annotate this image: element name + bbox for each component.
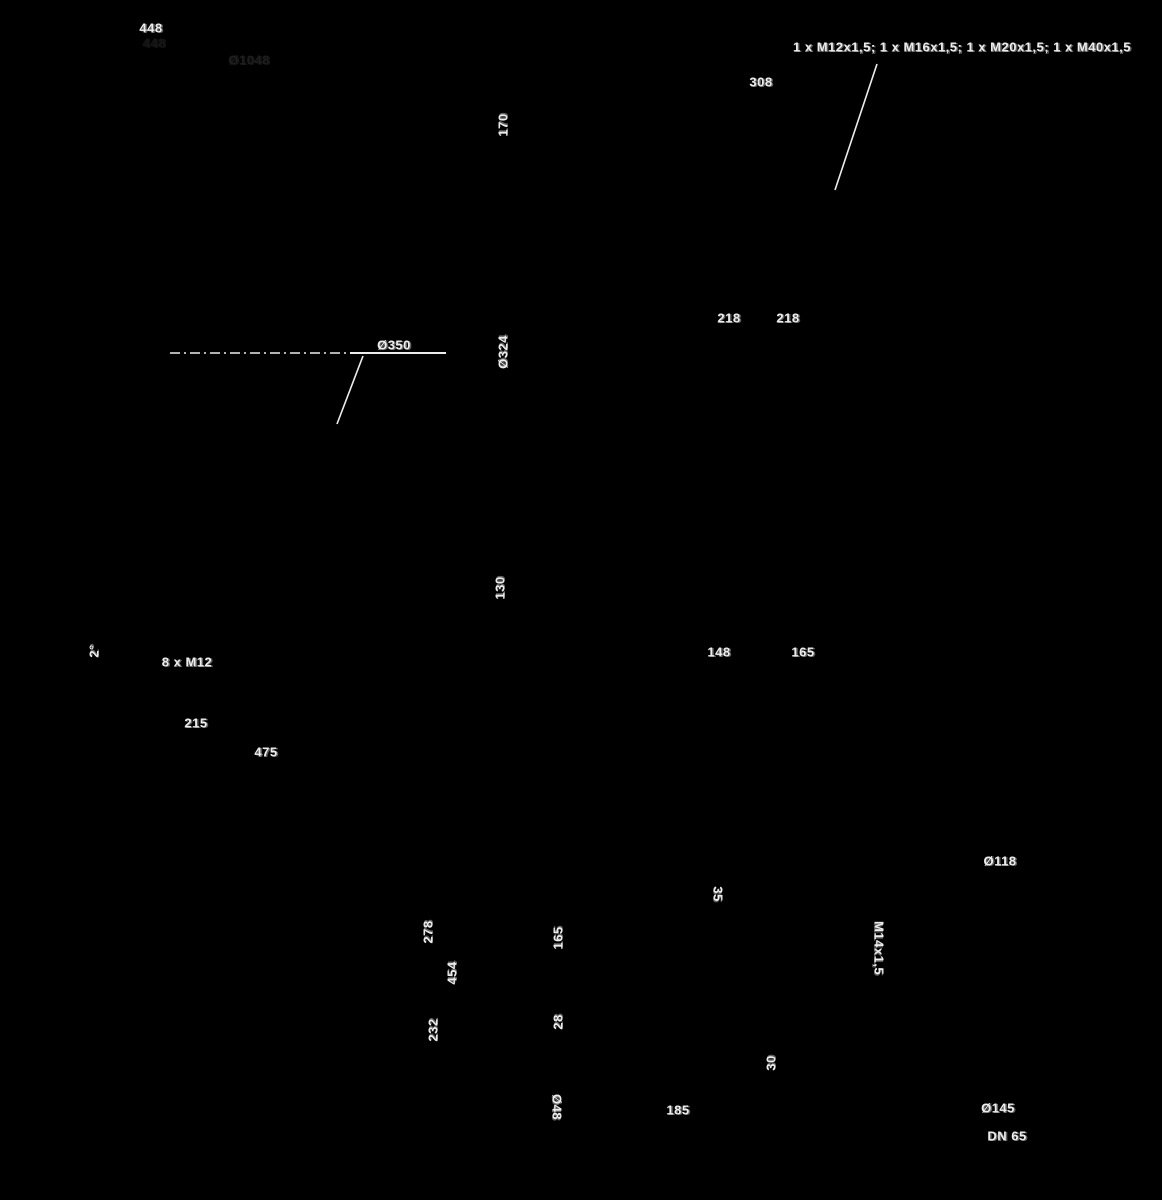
dim-232: 232 (425, 1018, 441, 1042)
dim-278: 278 (420, 920, 436, 944)
dim-165-vertical: 165 (550, 926, 566, 950)
dim-215: 215 (184, 715, 208, 731)
dim-165-top: 165 (791, 644, 815, 660)
dim-8xM12: 8 x M12 (161, 654, 213, 670)
dim-218-left: 218 (717, 310, 741, 326)
dim-30: 30 (763, 1055, 779, 1071)
dim-218-right: 218 (776, 310, 800, 326)
leader-line-cable-gland (835, 64, 877, 190)
dim-448: 448 (139, 20, 163, 36)
cable-gland-spec: 1 x M12x1,5; 1 x M16x1,5; 1 x M20x1,5; 1 x M40x1,5 (793, 39, 1131, 55)
dim-130: 130 (492, 576, 508, 600)
leader-line-diameter-350 (337, 356, 363, 424)
dim-170: 170 (495, 113, 511, 137)
dim-thread-M14x15: M14x1,5 (871, 920, 887, 976)
dim-diameter-145: Ø145 (981, 1100, 1015, 1116)
dim-475: 475 (254, 744, 278, 760)
dim-35: 35 (710, 886, 726, 902)
dim-454: 454 (444, 961, 460, 985)
dim-308: 308 (749, 74, 773, 90)
dim-148: 148 (707, 644, 731, 660)
dim-angle-2deg: 2° (86, 644, 102, 658)
dim-diameter-350: Ø350 (377, 337, 411, 353)
dim-diameter-324: Ø324 (495, 335, 511, 369)
dim-diameter-48: Ø48 (549, 1093, 565, 1121)
dim-28: 28 (550, 1014, 566, 1030)
dim-448-ghost: 448 (142, 35, 166, 51)
dim-diameter-118: Ø118 (983, 853, 1017, 869)
dim-185: 185 (666, 1102, 690, 1118)
dim-DN65: DN 65 (987, 1128, 1027, 1144)
dim-diameter-1048: Ø1048 (228, 52, 270, 68)
